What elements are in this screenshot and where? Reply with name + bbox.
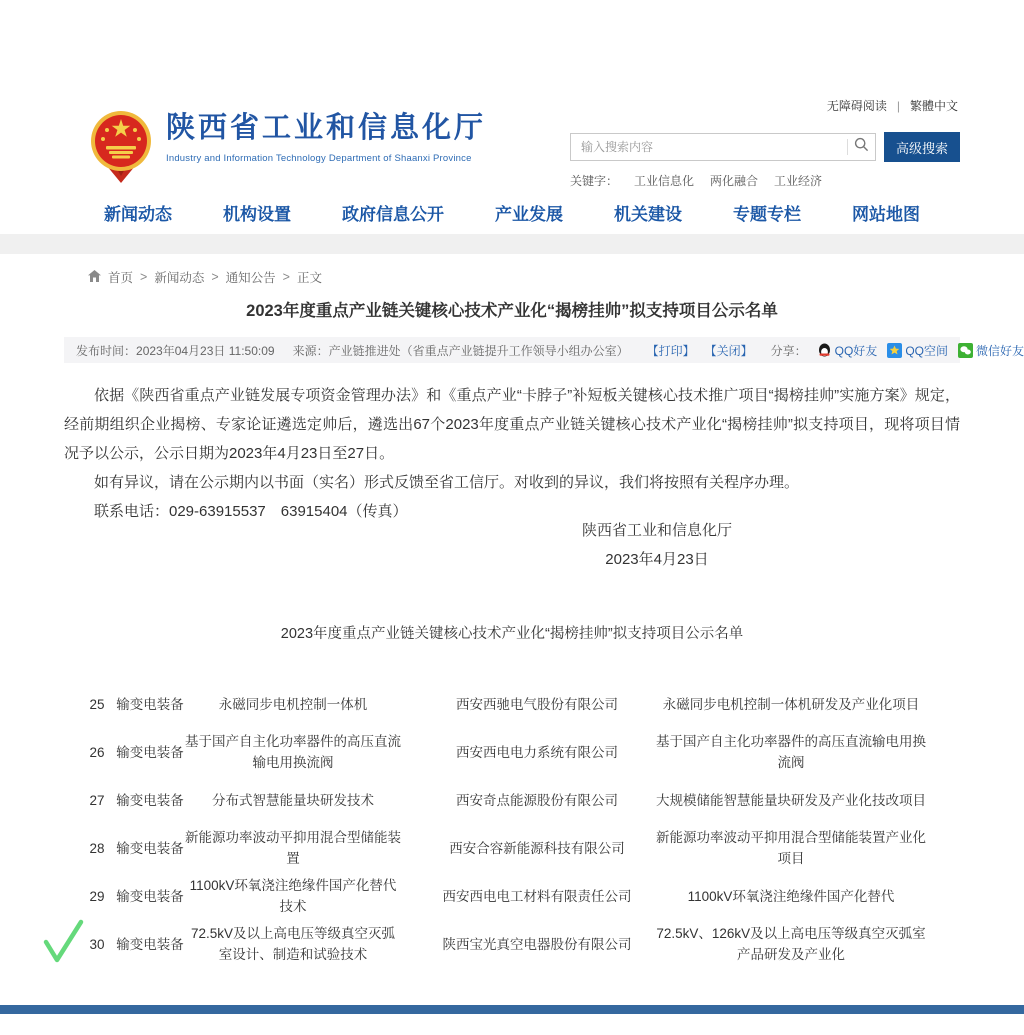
accessibility-link[interactable]: 无障碍阅读: [826, 99, 887, 113]
breadcrumb: [88, 268, 322, 286]
source-label: 来源：: [292, 343, 329, 358]
cell-project: 1100kV环氧浇注绝缘件国产化替代: [687, 888, 895, 904]
advanced-search-button[interactable]: 高级搜索: [884, 132, 960, 162]
share-wechat-friend[interactable]: [958, 342, 1024, 359]
nav-item[interactable]: 机关建设: [614, 205, 682, 224]
qq-penguin-icon: [817, 343, 832, 358]
article-body: [64, 381, 960, 526]
signature-org: 陕西省工业和信息化厅: [581, 522, 732, 539]
article-meta-bar: [64, 337, 1024, 363]
close-button[interactable]: 【关闭】: [704, 343, 753, 358]
nav-item[interactable]: 机构设置: [223, 205, 291, 224]
table-row: [64, 729, 960, 777]
hot-keywords: [570, 172, 962, 189]
keywords-label: 关键字：: [570, 174, 619, 188]
share-label: 分享：: [770, 343, 807, 358]
table-row: [64, 921, 960, 969]
share-qzone[interactable]: [887, 342, 948, 359]
cell-project: 基于国产自主化功率器件的高压直流输电用换流阀: [656, 734, 926, 770]
main-nav: [64, 200, 960, 225]
cell-row-number: 28: [89, 840, 105, 856]
cell-industry-chain: 输变电装备: [116, 888, 184, 904]
home-icon: [88, 270, 101, 285]
cell-technology: 新能源功率波动平抑用混合型储能装置: [185, 830, 401, 866]
project-table: [64, 681, 960, 969]
cell-project: 大规模储能智慧能量块研发及产业化技改项目: [656, 792, 926, 808]
national-emblem-logo: [88, 110, 154, 189]
wechat-icon: [958, 343, 973, 358]
breadcrumb-separator: >: [211, 270, 219, 284]
cell-industry-chain: 输变电装备: [116, 936, 184, 952]
share-qzone-label: QQ空间: [905, 343, 948, 358]
cell-company: 西安奇点能源股份有限公司: [456, 792, 618, 808]
cell-company: 西安合容新能源科技有限公司: [449, 840, 625, 856]
cell-industry-chain: 输变电装备: [116, 744, 184, 760]
breadcrumb-home[interactable]: 首页: [108, 271, 134, 285]
nav-item[interactable]: 政府信息公开: [342, 205, 444, 224]
divider: |: [896, 98, 900, 113]
keyword-links: [634, 172, 822, 189]
cell-row-number: 29: [89, 888, 105, 904]
site-subtitle: Industry and Information Technology Department of Shaanxi Province: [166, 152, 472, 164]
cell-row-number: 27: [89, 792, 105, 808]
signature-date: 2023年4月23日: [605, 551, 709, 568]
publish-time: 2023年04月23日 11:50:09: [136, 343, 275, 358]
publish-time-label: 发布时间：: [76, 343, 137, 358]
page-title: 2023年度重点产业链关键核心技术产业化“揭榜挂帅”拟支持项目公示名单: [246, 302, 778, 320]
cell-technology: 分布式智慧能量块研发技术: [212, 792, 374, 808]
divider: [847, 139, 848, 155]
search-zone: [570, 132, 962, 189]
share-wechat-label: 微信好友: [975, 343, 1024, 358]
nav-item[interactable]: 网站地图: [852, 205, 920, 224]
cell-company: 西安西电电力系统有限公司: [456, 744, 618, 760]
divider-band: [0, 234, 1024, 254]
table-row: [64, 873, 960, 921]
share-qq-friend[interactable]: [817, 342, 878, 359]
cell-technology: 1100kV环氧浇注绝缘件国产化替代技术: [189, 878, 397, 914]
site-brand[interactable]: [88, 110, 486, 189]
cell-industry-chain: 输变电装备: [116, 840, 184, 856]
cell-row-number: 25: [89, 696, 105, 712]
cell-company: 陕西宝光真空电器股份有限公司: [442, 936, 632, 952]
keyword-link[interactable]: 两化融合: [710, 174, 759, 188]
cell-technology: 72.5kV及以上高电压等级真空灭弧室设计、制造和试验技术: [190, 926, 396, 962]
breadcrumb-separator: >: [140, 270, 148, 284]
cell-row-number: 30: [89, 936, 105, 952]
nav-item[interactable]: 产业发展: [495, 205, 563, 224]
table-row: [64, 681, 960, 729]
signature-wrap: [64, 516, 960, 574]
paragraph: 依据《陕西省重点产业链发展专项资金管理办法》和《重点产业“卡脖子”补短板关键核心技术推广项目“揭榜挂帅”实施方案》规定，经前期组织企业揭榜、专家论证遴选定帅后，遴选出67个2023年度重点产业链关键核心技术产业化“揭榜挂帅”拟支持项目，现将项目情况予以公示，公示日期为2023年4月23日至27日。: [64, 387, 960, 462]
cell-project: 新能源功率波动平抑用混合型储能装置产业化项目: [656, 830, 926, 866]
search-input[interactable]: [581, 140, 841, 154]
top-utility-links: [827, 97, 958, 114]
share-qq-label: QQ好友: [834, 343, 878, 358]
paragraph: 如有异议，请在公示期内以书面（实名）形式反馈至省工信厅。对收到的异议，我们将按照有关程序办理。: [94, 474, 800, 491]
brand-text: [166, 110, 486, 164]
keyword-link[interactable]: 工业经济: [774, 174, 823, 188]
search-icon[interactable]: [854, 137, 869, 157]
breadcrumb-notices[interactable]: 通知公告: [225, 271, 276, 285]
cell-company: 西安西电电工材料有限责任公司: [442, 888, 632, 904]
table-row: [64, 825, 960, 873]
qzone-star-icon: [887, 343, 902, 358]
print-button[interactable]: 【打印】: [646, 343, 695, 358]
cell-industry-chain: 输变电装备: [116, 792, 184, 808]
breadcrumb-separator: >: [282, 270, 290, 284]
nav-item[interactable]: 专题专栏: [733, 205, 801, 224]
keyword-link[interactable]: 工业信息化: [634, 174, 695, 188]
cell-company: 西安西驰电气股份有限公司: [456, 696, 618, 712]
traditional-chinese-link[interactable]: 繁體中文: [909, 99, 958, 113]
table-row: [64, 777, 960, 825]
cell-technology: 永磁同步电机控制一体机: [218, 696, 368, 712]
table-caption: 2023年度重点产业链关键核心技术产业化“揭榜挂帅”拟支持项目公示名单: [280, 626, 744, 642]
cell-row-number: 26: [89, 744, 105, 760]
breadcrumb-current: 正文: [296, 271, 322, 285]
search-box: [570, 133, 876, 161]
paragraph-contact: 联系电话：029-63915537 63915404（传真）: [94, 503, 408, 520]
footer-bar: [0, 1005, 1024, 1014]
cell-project: 永磁同步电机控制一体机研发及产业化项目: [662, 696, 920, 712]
green-checkmark: [42, 918, 86, 971]
cell-technology: 基于国产自主化功率器件的高压直流输电用换流阀: [185, 734, 401, 770]
nav-item[interactable]: 新闻动态: [104, 205, 172, 224]
cell-industry-chain: 输变电装备: [116, 696, 184, 712]
breadcrumb-news[interactable]: 新闻动态: [154, 271, 205, 285]
site-title: 陕西省工业和信息化厅: [166, 112, 487, 144]
source-value: 产业链推进处（省重点产业链提升工作领导小组办公室）: [328, 343, 629, 358]
cell-project: 72.5kV、126kV及以上高电压等级真空灭弧室产品研发及产业化: [656, 926, 926, 962]
